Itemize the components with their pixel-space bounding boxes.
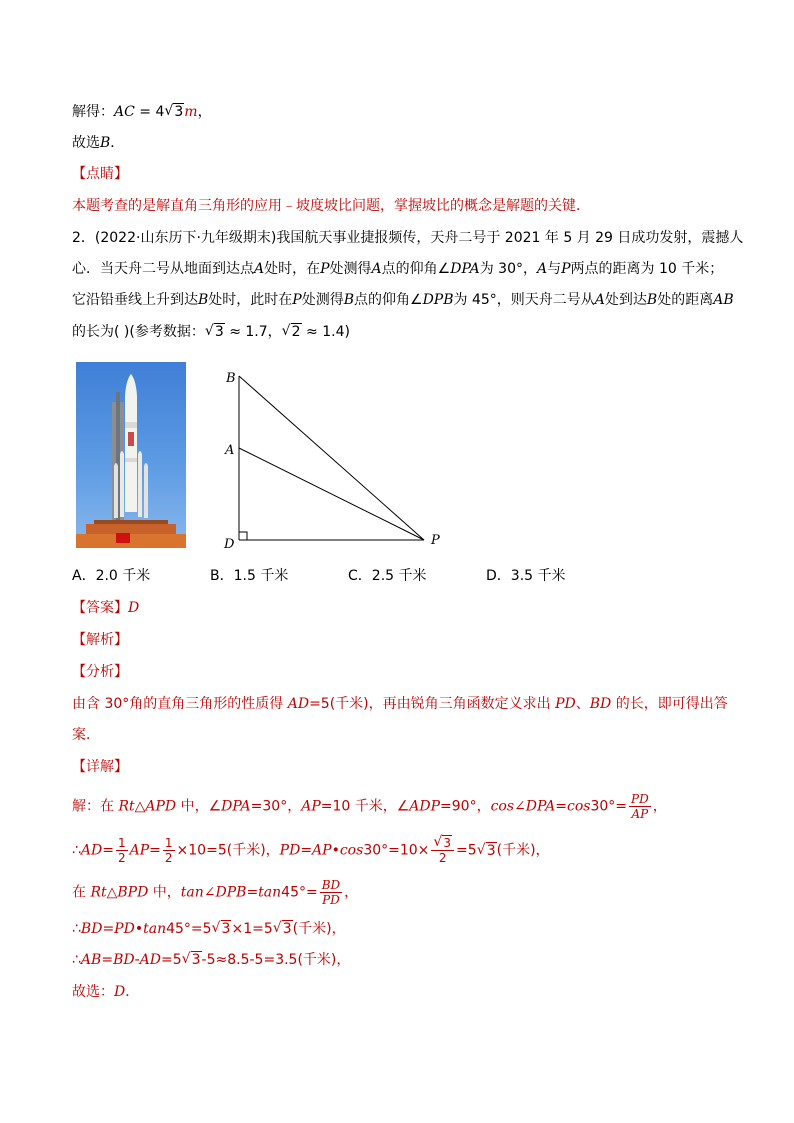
section-heading: 【详解】 [72,759,128,775]
answer-line: 【答案】D [72,600,140,616]
solution-line-1: 解：在 Rt△APD 中，∠DPA=30°，AP=10 千米，∠ADP=90°，cos∠DPA=cos30°= $\frac{PD}{AP}$ ， [72,792,667,821]
fraction: √ $\frac{3}{2}$ [431,836,454,865]
comment-text: 本题考查的是解直角三角形的应用﹣坡度坡比问题，掌握坡比的概念是解题的关键． [72,198,590,214]
analysis-line-2: 案． [72,727,100,743]
option-a[interactable]: A．2.0 千米 [72,568,151,584]
solution-line-2: ∴AD= $\frac{1}{2}$ AP= $\frac{1}{2}$ ×10=5(千米)，PD=AP•cos30°=10× √ $\frac{3}{2}$ =5√ 3(千米)， [72,836,550,865]
right-angle-mark [239,532,247,540]
unit: m [184,104,198,120]
sqrt: √ 3 [212,919,232,939]
solution-line-6: 故选：D． [72,984,140,1000]
option-c[interactable]: C．2.5 千米 [348,568,427,584]
sqrt: √ 2 [282,322,302,342]
option-d[interactable]: D．3.5 千米 [486,568,566,584]
sqrt: √ 3 [273,919,293,939]
answer-letter: D [128,600,140,616]
sqrt: √ 3 [182,950,202,970]
rocket-launch-photo [76,362,186,548]
segment-ap [239,448,424,540]
label-p: P [431,533,440,548]
section-heading: 【解析】 [72,632,128,648]
solution-line-5: ∴AB=BD-AD=5√ 3-5≈8.5-5=3.5(千米)， [72,950,350,970]
question-line-1: 2．(2022·山东历下·九年级期末)我国航天事业捷报频传，天舟二号于 2021 年 5 月 29 日成功发射，震撼人 [72,230,744,246]
option-b[interactable]: B．1.5 千米 [210,568,289,584]
label-a: A [225,443,235,458]
triangle-diagram [220,362,460,554]
text: 解得： [72,104,114,120]
fraction: $\frac{1}{2}$ [164,836,173,865]
sqrt: √ 3 [477,841,497,861]
question-line-3: 它沿铅垂线上升到达B处时，此时在P处测得B点的仰角∠DPB为 45°，则天舟二号从A处到达B处的距离AB [72,292,734,308]
solution-line-3: 在 Rt△BPD 中，tan∠DPB=tan45°= $\frac{BD}{PD}$ ， [72,878,359,907]
prev-solution-line: 解得：AC = 4√ 3m， [72,102,212,122]
segment-bp [239,376,424,540]
fraction: $\frac{1}{2}$ [118,836,126,865]
sqrt: √ 3 [164,102,184,122]
question-line-4: 的长为( )(参考数据：√ 3 ≈ 1.7，√ 2 ≈ 1.4) [72,322,350,342]
sqrt: √ 3 [205,322,225,342]
analysis-line-1: 由含 30°角的直角三角形的性质得 AD=5(千米)，再由锐角三角函数定义求出 PD、BD 的长，即可得出答 [72,696,728,712]
fraction: $\frac{PD}{AP}$ [631,792,649,821]
choice-line: 故选B． [72,135,125,151]
fraction: $\frac{BD}{PD}$ [321,878,341,907]
solution-line-4: ∴BD=PD•tan45°=5√ 3×1=5√ 3(千米)， [72,919,346,939]
label-d: D [224,537,235,552]
section-heading: 【点睛】 [72,166,128,182]
answer-letter: B [100,135,111,151]
text: = 4 [134,104,165,120]
label-b: B [226,371,236,386]
question-line-2: 心．当天舟二号从地面到达点A处时，在P处测得A点的仰角∠DPA为 30°，A与P两点的距离为 10 千米； [72,261,724,277]
var: AC [114,104,135,120]
section-heading: 【分析】 [72,664,128,680]
rocket-icon [76,362,186,548]
